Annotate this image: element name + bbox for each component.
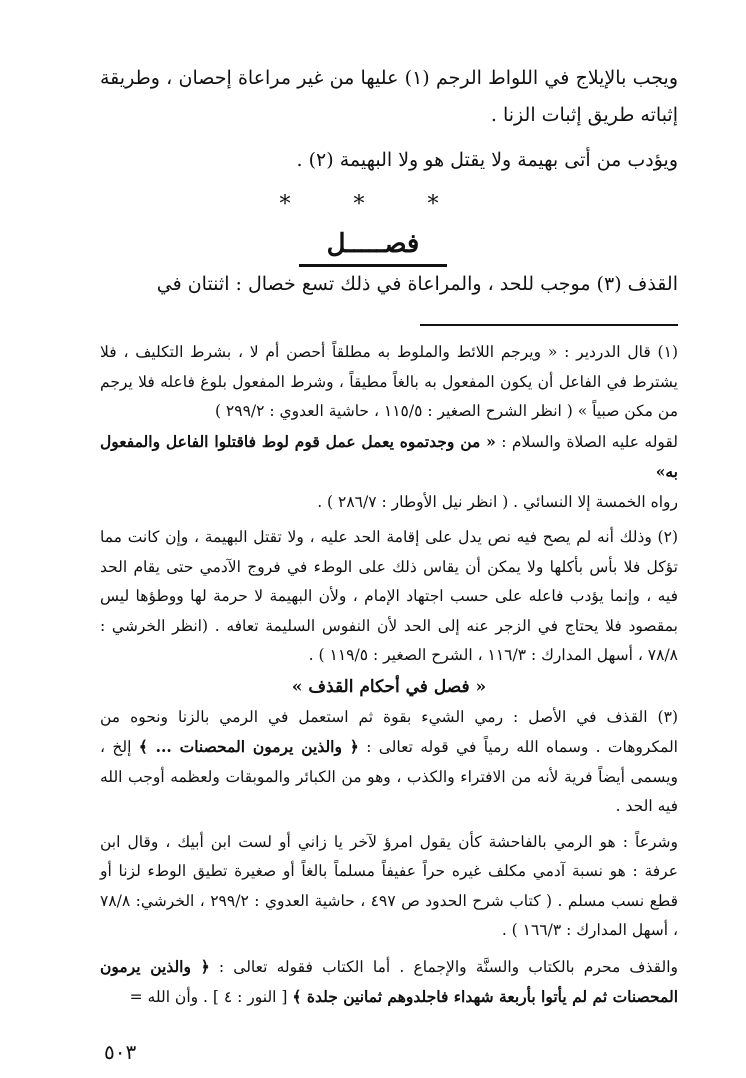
footnote-rule [420, 324, 678, 326]
footnote-3-ruling [100, 952, 678, 1013]
qadhf-paragraph [100, 266, 678, 303]
footnotes [100, 338, 678, 1013]
footnote-3-definition [100, 703, 678, 822]
qadhf-line: القذف (٣) موجب للحد ، والمراعاة في ذلك تسع خصال : اثنتان في [156, 273, 678, 295]
footnote-1-hadith-line [100, 427, 678, 488]
footnote-3-suffix: إلخ ، ويسمى أيضاً فرية لأنه من الافتراء والكذب ، وهو من الكبائر والموبقات ولعظمه أوجب الله فيه الحد . [100, 738, 678, 815]
footnote-3-verse: ﴿ والذين يرمون المحصنات ... ﴾ [138, 737, 359, 756]
footnote-3-ruling-verse: ﴿ والذين يرمون المحصنات ثم لم يأتوا بأربعة شهداء فاجلدوهم ثمانين جلدة ﴾ [100, 956, 678, 1006]
footnote-3-ruling-suffix: [ النور : ٤ ] . وأن الله = [129, 988, 293, 1006]
section-heading [0, 226, 746, 267]
section-heading-text: فصـــــل [299, 226, 448, 267]
main-text [100, 60, 678, 179]
separator-stars: * * * [279, 192, 467, 217]
footnote-2-text: (٢) وذلك أنه لم يصح فيه نص يدل على إقامة الحد عليه ، ولا تقتل البهيمة ، وإن كانت مما تؤكل فلا بأس بأكلها ولا يمكن أن يقاس ذلك على الوطء في فروج الآدمي حتى يقام الحد فيه ، وإنما يؤدب فاعله على حسب اجتهاد الإمام ، ولأن البهيمة لا حرمة لها ووطؤها ليس بمقصود فلا يحتاج في الزجر عنه إلى الحد لأن النفوس السليمة تعافه . (انظر الخرشي : ٨/‏٧٨ ، أسهل المدارك : ٣/‏١١٦ ، الشرح الصغير : ٥/‏١١٩ ) . [100, 528, 678, 664]
footnote-3-prefix: (٣) القذف في الأصل : رمي الشيء بقوة ثم استعمل في الرمي بالزنا ونحوه من المكروهات . وسماه الله رمياً في قوله تعالى : [100, 707, 678, 756]
footnote-3-ruling-prefix: والقذف محرم بالكتاب والسنَّة والإجماع . أما الكتاب فقوله تعالى : [209, 957, 678, 976]
footnote-1-source: رواه الخمسة إلا النسائي . ( انظر نيل الأوطار : ٧/‏٢٨٦ ) . [317, 492, 678, 511]
main-paragraph-2: ويؤدب من أتى بهيمة ولا يقتل هو ولا البهيمة (٢) . [296, 149, 678, 171]
footnote-3-shar-definition: وشرعاً : هو الرمي بالفاحشة كأن يقول امرؤ لآخر يا زاني أو لست ابن أبيك ، وقال ابن عرفة : هو نسبة آدمي مكلف غيره حراً عفيفاً مسلماً بالغاً أو صغيرة تطيق الوطء لزنا أو قطع نسب مسلم . ( كتاب شرح الحدود ص ٤٩٧ ، حاشية العدوي : ٢/‏٢٩٩ ، الخرشي: ٨/‏٧٨ ، أسهل المدارك : ٣/‏١٦٦ ) . [100, 832, 678, 939]
main-paragraph-1: ويجب بالإيلاج في اللواط الرجم (١) عليها من غير مراعاة إحصان ، وطريقة إثباته طريق إثبات الزنا . [100, 67, 678, 126]
footnote-1-text: (١) قال الدردير : « ويرجم اللائط والملوط به مطلقاً أحصن أم لا ، بشرط التكليف ، فلا يشترط في الفاعل أن يكون المفعول به بالغاً مطيقاً ، وشرط المفعول بلوغ فاعله فلا يرجم من مكن صبياً » ( انظر الشرح الصغير : ٥/‏١١٥ ، حاشية العدوي : ٢/‏٢٩٩ ) [100, 343, 678, 420]
footnote-1-hadith-prefix: لقوله عليه الصلاة والسلام : [495, 432, 678, 451]
footnote-sub-heading: « فصل في أحكام القذف » [291, 676, 487, 697]
page-number: ٥٠٣ [104, 1040, 137, 1064]
footnote-1-hadith: « من وجدتموه يعمل عمل قوم لوط فاقتلوا الفاعل والمفعول به» [100, 431, 678, 481]
